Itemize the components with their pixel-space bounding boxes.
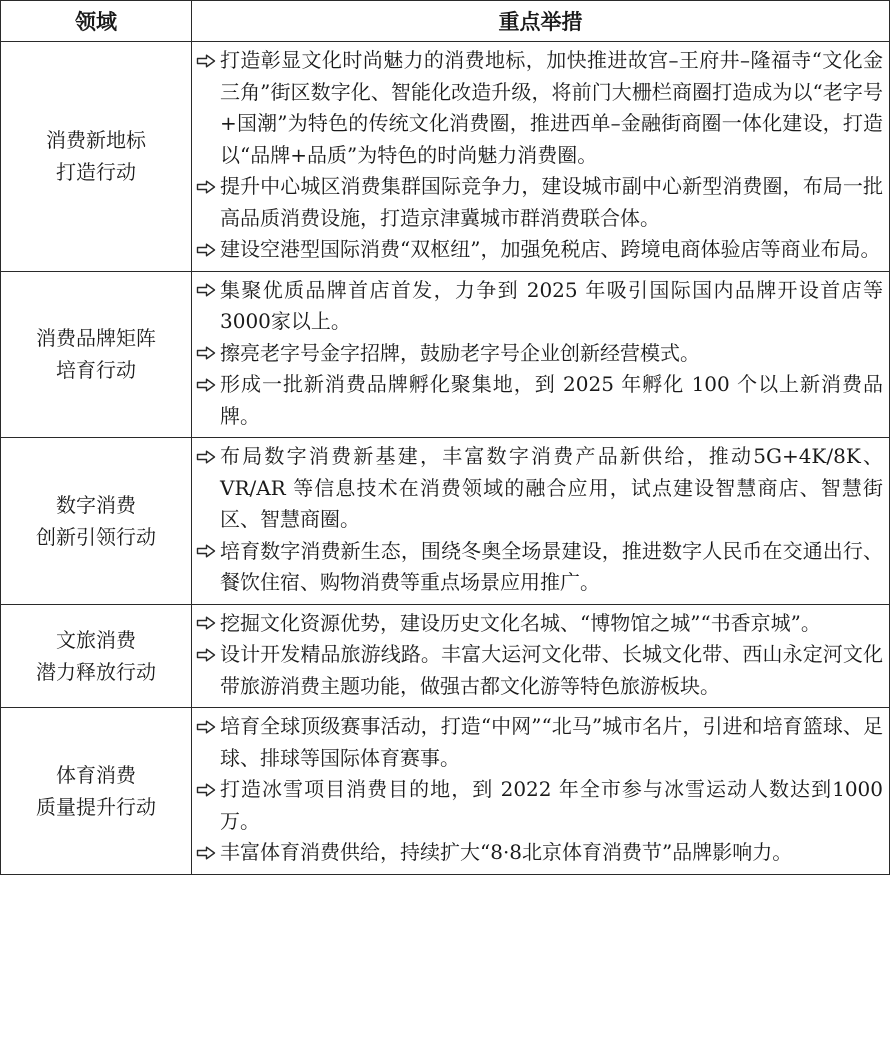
right-arrow-icon [196,45,220,77]
measure-text: 挖掘文化资源优势，建设历史文化名城、“博物馆之城”“书香京城”。 [220,610,821,635]
domain-cell [1,708,192,875]
measure-item [196,608,883,640]
measure-item [196,369,883,432]
measure-text: 丰富体育消费供给，持续扩大“8·8北京体育消费节”品牌影响力。 [220,840,793,864]
domain-cell [1,271,192,438]
measure-item [196,338,883,370]
measure-item [196,275,883,338]
domain-label-line: 体育消费 [56,762,136,787]
measure-text: 集聚优质品牌首店首发，力争到 2025 年吸引国际国内品牌开设首店等3000家以上。 [220,277,883,333]
domain-label-line: 潜力释放行动 [36,659,156,684]
table-body [1,42,890,875]
domain-cell [1,604,192,708]
table-row [1,271,890,438]
measure-item [196,441,883,536]
domain-cell [1,42,192,272]
measure-text: 培育全球顶级赛事活动，打造“中网”“北马”城市名片，引进和培育篮球、足球、排球等国际体育赛事。 [220,714,883,770]
table-header-row [1,1,890,42]
table-row [1,604,890,708]
header-key-measures: 重点举措 [192,1,890,42]
measure-item [196,171,883,234]
measure-item [196,711,883,774]
measure-item [196,45,883,171]
right-arrow-icon [196,171,220,203]
measures-cell [192,271,890,438]
measure-item [196,774,883,837]
measure-text: 建设空港型国际消费“双枢纽”，加强免税店、跨境电商体验店等商业布局。 [220,237,881,261]
measures-cell [192,42,890,272]
measure-text: 形成一批新消费品牌孵化聚集地，到 2025 年孵化 100 个以上新消费品牌。 [220,372,883,428]
measure-text: 提升中心城区消费集群国际竞争力，建设城市副中心新型消费圈，布局一批高品质消费设施，打造京津冀城市群消费联合体。 [220,174,883,230]
measure-item [196,639,883,702]
domain-label-line: 打造行动 [56,160,136,185]
measure-text: 设计开发精品旅游线路。丰富大运河文化带、长城文化带、西山永定河文化带旅游消费主题功能，做强古都文化游等特色旅游板块。 [220,642,883,698]
measure-text: 打造冰雪项目消费目的地，到 2022 年全市参与冰雪运动人数达到1000万。 [220,777,883,833]
measure-item [196,837,883,869]
right-arrow-icon [196,441,220,473]
table-row [1,438,890,605]
measure-item [196,536,883,599]
measure-item [196,234,883,266]
right-arrow-icon [196,338,220,370]
domain-label-line: 培育行动 [56,358,136,383]
domain-label-line: 质量提升行动 [36,794,156,819]
header-domain: 领域 [1,1,192,42]
right-arrow-icon [196,369,220,401]
domain-label-line: 文旅消费 [56,627,136,652]
measures-cell [192,708,890,875]
measure-text: 培育数字消费新生态，围绕冬奥全场景建设，推进数字人民币在交通出行、餐饮住宿、购物消费等重点场景应用推广。 [220,538,883,594]
measures-cell [192,438,890,605]
measure-text: 布局数字消费新基建，丰富数字消费产品新供给，推动5G+4K/8K、VR/AR 等信息技术在消费领域的融合应用，试点建设智慧商店、智慧街区、智慧商圈。 [220,444,883,531]
domain-cell [1,438,192,605]
domain-label-line: 消费新地标 [46,128,146,153]
measure-text: 打造彰显文化时尚魅力的消费地标，加快推进故宫–王府井–隆福寺“文化金三角”街区数字化、智能化改造升级，将前门大栅栏商圈打造成为以“老字号+国潮”为特色的传统文化消费圈，推进西单–金融街商圈一体化建设，打造以“品牌+品质”为特色的时尚魅力消费圈。 [220,48,883,167]
right-arrow-icon [196,774,220,806]
table-row [1,42,890,272]
right-arrow-icon [196,536,220,568]
measure-text: 擦亮老字号金字招牌，鼓励老字号企业创新经营模式。 [220,340,700,365]
right-arrow-icon [196,608,220,640]
domain-label-line: 消费品牌矩阵 [36,326,156,351]
domain-label-line: 创新引领行动 [36,524,156,549]
table-row [1,708,890,875]
right-arrow-icon [196,711,220,743]
right-arrow-icon [196,234,220,266]
right-arrow-icon [196,639,220,671]
measures-cell [192,604,890,708]
right-arrow-icon [196,275,220,307]
right-arrow-icon [196,837,220,869]
domain-label-line: 数字消费 [56,492,136,517]
